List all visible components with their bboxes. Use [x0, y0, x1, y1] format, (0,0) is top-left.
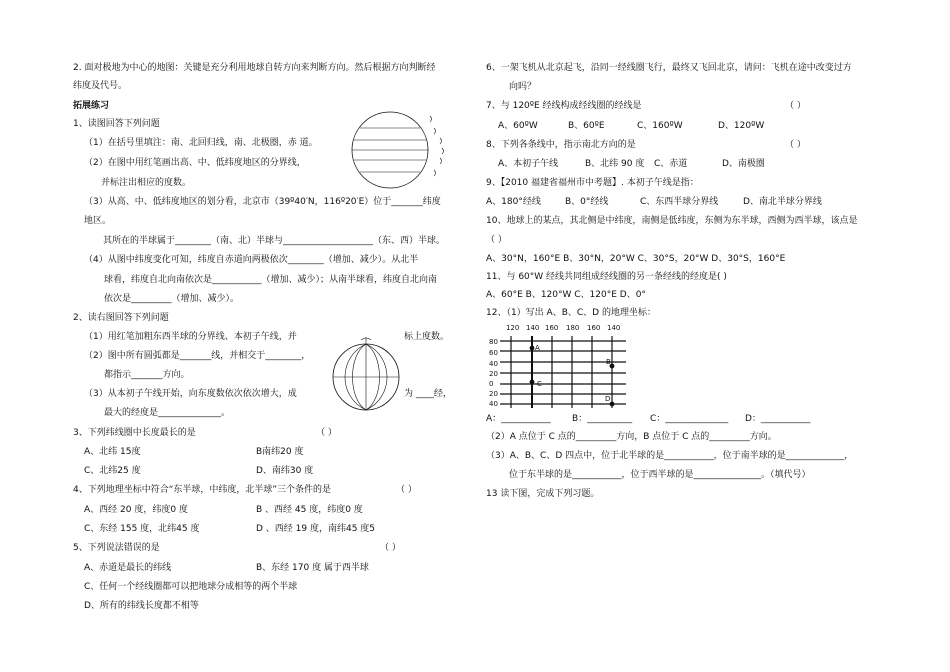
option: B、60ºE — [568, 121, 605, 131]
option: A、60ºW — [498, 121, 538, 131]
text-line: （2）图中所有圆弧都是_______线，并相交于________， — [84, 351, 311, 361]
text-line: 依次是_________（增加、减少）。 — [104, 294, 240, 304]
grid-left-label: 20 — [489, 390, 498, 398]
question-6: 6、一架飞机从北京起飞，沿同一经线圈飞行，最终又飞回北京，请问：飞机在途中改变过方 — [486, 63, 852, 73]
meridian-globe-figure — [330, 335, 410, 420]
text-line: 并标注出相应的度数。 — [101, 178, 192, 188]
question-1: 1、读图回答下列问题 — [73, 119, 160, 129]
option: B、东经 170 度 属于西半球 — [256, 563, 369, 573]
text-line: 最大的经度是______________。 — [104, 408, 231, 418]
grid-point-label: B — [606, 358, 611, 366]
text-line: （3）A、B、C、D 四点中，位于北半球的是___________，位于南半球的是_____________， — [486, 451, 854, 461]
grid-left-label: 20 — [489, 370, 498, 378]
option: A、赤道是最长的纬线 — [84, 563, 172, 573]
option: A、180°经线 — [486, 197, 541, 207]
question-3: 3、下列纬线圈中长度最长的是 — [73, 428, 196, 438]
option: D、南北半球分界线 — [743, 197, 822, 207]
grid-left-label: 40 — [489, 360, 498, 368]
grid-point-label: C — [537, 380, 542, 388]
text-line: （3）从本初子午线开始，向东度数依次依次增大，成 — [84, 389, 297, 399]
grid-left-label: 80 — [489, 338, 498, 346]
answer-bracket: （ ） — [486, 235, 507, 245]
text-line: 2. 面对极地为中心的地图：关键是充分利用地球自转方向来判断方向。然后根据方向判断经 — [73, 63, 436, 73]
answer-bracket: （ ） — [396, 485, 417, 495]
option: B、0°经线 — [565, 197, 609, 207]
question-5: 5、下列说法错误的是 — [73, 543, 160, 553]
option: A、本初子午线 — [498, 159, 559, 169]
option: D、南纬30 度 — [256, 466, 314, 476]
question-7: 7、与 120ºE 经线构成经线圈的经线是 — [486, 101, 642, 111]
question-12: 12、（1）写出 A、B、C、D 的地理坐标： — [486, 308, 656, 318]
grid-top-label: 160 — [545, 324, 559, 332]
text-line: 为 ____经， — [404, 389, 452, 399]
option: A、北纬 15度 — [84, 447, 141, 457]
latitude-globe-figure — [350, 110, 470, 190]
question-2: 2、读右图回答下列问题 — [73, 313, 169, 323]
text-line: （4）从图中纬度变化可知，纬度自赤道向两极依次________（增加、减少）。从北半 — [84, 255, 419, 265]
grid-top-label: 180 — [566, 324, 580, 332]
question-10: 10、地球上的某点，其北侧是中纬度，南侧是低纬度，东侧为东半球，西侧为西半球，该点是 — [486, 216, 858, 226]
text-line: （3）从高、中、低纬度地区的划分看，北京市（39º40′N，116º20′E）位于_______纬度 — [84, 197, 441, 207]
text-line: 向吗？ — [509, 82, 537, 92]
question-9: 9、【2010 福建省福州市中考题】. 本初子午线是指： — [486, 178, 699, 188]
grid-top-label: 140 — [607, 324, 621, 332]
option-row: A、60°E B、120°W C、120°E D、0° — [486, 290, 646, 300]
answer-bracket: （ ） — [316, 428, 337, 438]
grid-top-label: 140 — [526, 324, 540, 332]
option: D 、西经 19 度，南纬45 度5 — [256, 524, 376, 534]
option: C、赤道 — [654, 159, 688, 169]
text-line: 标上度数。 — [404, 332, 450, 342]
blank: D：___________ — [745, 414, 811, 424]
grid-left-label: 60 — [489, 349, 498, 357]
blank: C：______________ — [650, 414, 729, 424]
question-13: 13 读下图，完成下列习题。 — [486, 489, 600, 499]
question-8: 8、下列各条线中，指示南北方向的是 — [486, 140, 636, 150]
option: C、东西半球分界线 — [640, 197, 719, 207]
text-line: （1）在括号里填注：南、北回归线，南、北极圈，赤 道。 — [84, 138, 318, 148]
text-line: 其所在的半球属于________（南、北）半球与____________________（东、西）半球。 — [103, 236, 446, 246]
answer-bracket: （ ） — [380, 543, 401, 553]
blank: A：___________ — [486, 414, 551, 424]
grid-top-label: 160 — [587, 324, 601, 332]
text-line: 位于东半球的是___________，位于西半球的是_______________。（填代号） — [509, 470, 811, 480]
text-line: （1）用红笔加粗东西半球的分界线、本初子午线，并 — [84, 332, 297, 342]
grid-left-label: 0 — [489, 380, 494, 388]
option: D、所有的纬线长度都不相等 — [84, 601, 199, 611]
blank: B：__________ — [572, 414, 633, 424]
option: C、160ºW — [637, 121, 683, 131]
text-line: （2）在图中用红笔画出高、中、低纬度地区的分界线， — [84, 158, 306, 168]
text-line: 球看，纬度自北向南依次是___________（增加、减少）；从南半球看，纬度自北向南 — [104, 275, 438, 285]
option: C、北纬25 度 — [84, 466, 141, 476]
grid-left-label: 40 — [489, 400, 498, 408]
coordinate-grid-figure — [486, 322, 646, 412]
section-title: 拓展练习 — [73, 101, 110, 111]
option: C、东经 155 度，北纬45 度 — [84, 524, 200, 534]
option: B南纬20 度 — [256, 447, 304, 457]
option: D、南极圈 — [722, 159, 765, 169]
option: B、北纬 90 度 — [585, 159, 645, 169]
grid-top-label: 120 — [506, 324, 520, 332]
option-row: A、30°N，160°E B、30°N，20°W C、30°S，20°W D、30°S，160°E — [486, 254, 786, 264]
question-11: 11、与 60°W 经线共同组成经线圈的另一条经线的经度是( ) — [486, 272, 727, 282]
answer-bracket: （ ） — [785, 140, 806, 150]
option: C、任何一个经线圈都可以把地球分成相等的两个半球 — [84, 582, 298, 592]
grid-point-label: A — [535, 344, 540, 352]
grid-point-label: D — [605, 395, 611, 403]
option: A、西经 20 度，纬度0 度 — [84, 505, 188, 515]
text-line: 都指示_______方向。 — [104, 370, 190, 380]
text-line: 纬度及代号。 — [73, 81, 128, 91]
text-line: 地区。 — [84, 216, 112, 226]
question-4: 4、下列地理坐标中符合“东半球，中纬度，北半球”三个条件的是 — [73, 485, 332, 495]
option: B 、西经 45 度，纬度0 度 — [256, 505, 363, 515]
answer-bracket: （ ） — [785, 101, 806, 111]
option: D、120ºW — [718, 121, 765, 131]
text-line: （2）A 点位于 C 点的_________方向，B 点位于 C 点的_________方向。 — [486, 432, 777, 442]
